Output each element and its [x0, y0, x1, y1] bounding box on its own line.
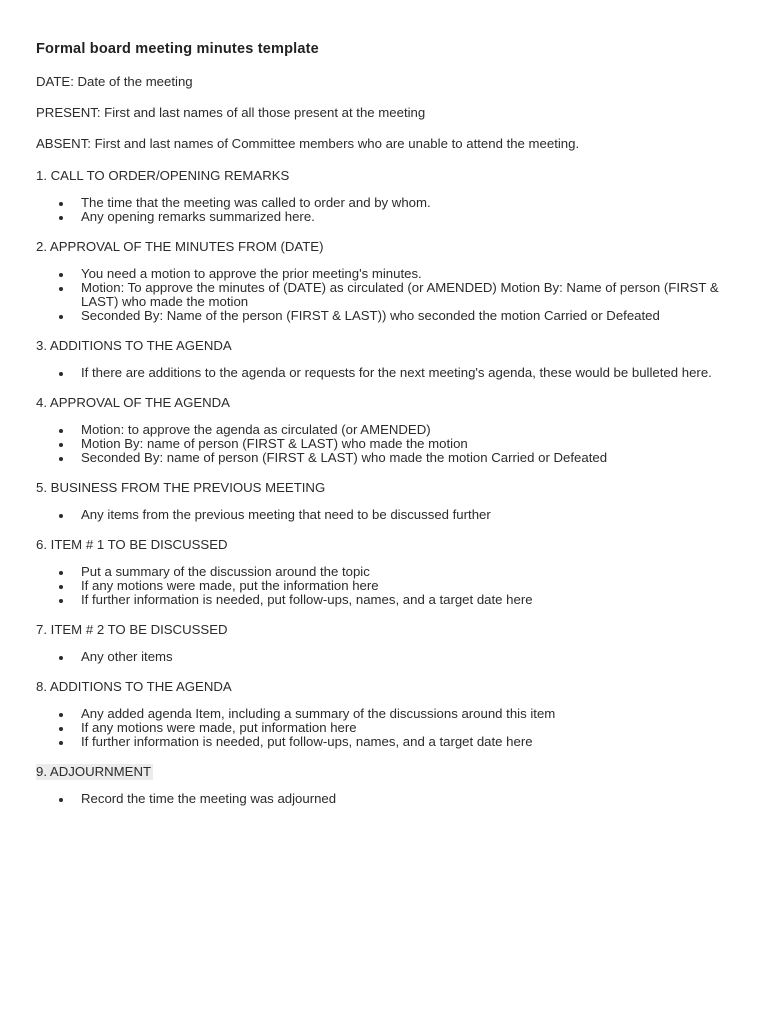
bullet-list [36, 707, 736, 749]
list-item-text: You need a motion to approve the prior meeting's minutes. [81, 266, 422, 281]
list-item [56, 735, 736, 749]
list-item-text: Any items from the previous meeting that need to be discussed further [81, 507, 491, 522]
list-item-text: If further information is needed, put follow-ups, names, and a target date here [81, 734, 533, 749]
list-item-text: Motion: to approve the agenda as circulated (or AMENDED) [81, 422, 431, 437]
bullet-list [36, 267, 736, 323]
bullet-icon [59, 599, 63, 603]
section-4 [36, 394, 736, 465]
section-7 [36, 621, 736, 664]
bullet-list [36, 366, 736, 380]
section-2 [36, 238, 736, 323]
bullet-icon [59, 429, 63, 433]
list-item [56, 565, 736, 579]
list-item [56, 437, 736, 451]
list-item [56, 309, 736, 323]
date-line: DATE: Date of the meeting [36, 74, 193, 89]
list-item-text: The time that the meeting was called to order and by whom. [81, 195, 431, 210]
bullet-icon [59, 216, 63, 220]
bullet-icon [59, 372, 63, 376]
bullet-icon [59, 713, 63, 717]
list-item [56, 210, 736, 224]
section-heading-row [36, 394, 736, 423]
list-item [56, 366, 736, 380]
list-item-text: If any motions were made, put information here [81, 720, 357, 735]
bullet-icon [59, 585, 63, 589]
list-item [56, 196, 736, 210]
sections-container [36, 167, 736, 806]
section-1 [36, 167, 736, 224]
bullet-icon [59, 457, 63, 461]
section-heading-row [36, 337, 736, 366]
present-line: PRESENT: First and last names of all those present at the meeting [36, 105, 426, 120]
section-heading-row [36, 479, 736, 508]
bullet-icon [59, 727, 63, 731]
bullet-icon [59, 202, 63, 206]
bullet-list [36, 508, 736, 522]
list-item-text: Motion: To approve the minutes of (DATE) as circulated (or AMENDED) Motion By: Name of person (FIRST & LAST) who made the motion [81, 280, 719, 309]
section-9 [36, 763, 736, 806]
list-item [56, 721, 736, 735]
list-item [56, 281, 736, 309]
list-item-text: Seconded By: name of person (FIRST & LAST) who made the motion Carried or Defeated [81, 450, 608, 465]
section-heading: 8. ADDITIONS TO THE AGENDA [36, 679, 232, 694]
list-item-text: If any motions were made, put the information here [81, 578, 379, 593]
section-heading-row [36, 621, 736, 650]
document-title: Formal board meeting minutes template [36, 41, 319, 57]
list-item-text: Any added agenda Item, including a summary of the discussions around this item [81, 706, 556, 721]
bullet-icon [59, 287, 63, 291]
list-item-text: Put a summary of the discussion around the topic [81, 564, 370, 579]
section-heading: 9. ADJOURNMENT [36, 764, 152, 779]
document-page [36, 41, 736, 820]
list-item [56, 792, 736, 806]
list-item-text: Any other items [81, 649, 173, 664]
section-heading: 1. CALL TO ORDER/OPENING REMARKS [36, 168, 290, 183]
section-heading: 7. ITEM # 2 TO BE DISCUSSED [36, 622, 228, 637]
absent-line: ABSENT: First and last names of Committee members who are unable to attend the meeting. [36, 136, 580, 151]
section-heading-row [36, 678, 736, 707]
list-item [56, 707, 736, 721]
list-item [56, 579, 736, 593]
bullet-icon [59, 273, 63, 277]
section-heading-row [36, 167, 736, 196]
section-heading: 3. ADDITIONS TO THE AGENDA [36, 338, 232, 353]
list-item-text: Any opening remarks summarized here. [81, 209, 315, 224]
list-item [56, 508, 736, 522]
bullet-icon [59, 514, 63, 518]
bullet-icon [59, 571, 63, 575]
bullet-icon [59, 798, 63, 802]
section-heading: 6. ITEM # 1 TO BE DISCUSSED [36, 537, 228, 552]
bullet-list [36, 792, 736, 806]
bullet-list [36, 196, 736, 224]
list-item-text: Record the time the meeting was adjourned [81, 791, 337, 806]
list-item-text: If further information is needed, put follow-ups, names, and a target date here [81, 592, 533, 607]
bullet-list [36, 423, 736, 465]
list-item-text: If there are additions to the agenda or requests for the next meeting's agenda, these would be bulleted here. [81, 365, 712, 380]
bullet-icon [59, 315, 63, 319]
list-item [56, 650, 736, 664]
section-5 [36, 479, 736, 522]
list-item [56, 451, 736, 465]
section-heading-row [36, 238, 736, 267]
section-heading: 5. BUSINESS FROM THE PREVIOUS MEETING [36, 480, 326, 495]
bullet-icon [59, 656, 63, 660]
section-8 [36, 678, 736, 749]
section-6 [36, 536, 736, 607]
section-heading-row [36, 763, 736, 792]
section-heading: 4. APPROVAL OF THE AGENDA [36, 395, 230, 410]
section-heading-row [36, 536, 736, 565]
bullet-icon [59, 443, 63, 447]
bullet-list [36, 565, 736, 607]
list-item-text: Motion By: name of person (FIRST & LAST) who made the motion [81, 436, 468, 451]
list-item [56, 593, 736, 607]
section-3 [36, 337, 736, 380]
list-item-text: Seconded By: Name of the person (FIRST & LAST)) who seconded the motion Carried or Defeated [81, 308, 660, 323]
section-heading: 2. APPROVAL OF THE MINUTES FROM (DATE) [36, 239, 324, 254]
list-item [56, 267, 736, 281]
bullet-icon [59, 741, 63, 745]
list-item [56, 423, 736, 437]
bullet-list [36, 650, 736, 664]
